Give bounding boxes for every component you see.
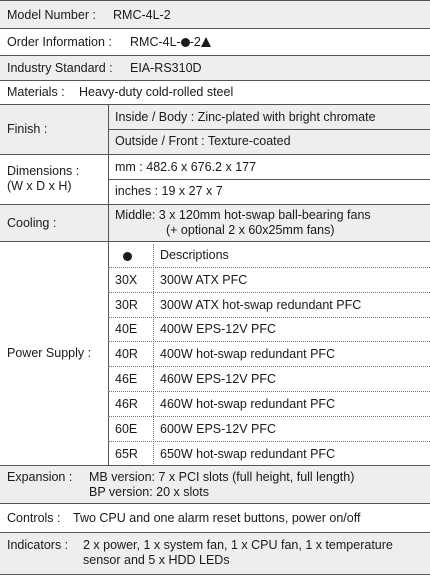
black-circle-icon [181, 38, 190, 47]
row-expansion [0, 466, 430, 504]
dimensions-label: Dimensions : [7, 164, 80, 178]
order-mid: -2 [189, 35, 201, 49]
materials-value: Heavy-duty cold-rolled steel [79, 85, 234, 99]
cooling-line1: Middle: 3 x 120mm hot-swap ball-bearing fans [115, 208, 371, 222]
power-row-divider [108, 341, 430, 342]
dimensions-subdivider [108, 179, 430, 180]
controls-label: Controls : [7, 511, 61, 525]
power-row-divider [108, 416, 430, 417]
power-supply-divider [108, 242, 109, 465]
black-triangle-icon [201, 37, 211, 47]
cooling-divider [108, 205, 109, 241]
power-description: 300W ATX PFC [160, 273, 248, 287]
power-description: 600W EPS-12V PFC [160, 422, 277, 436]
row-indicators [0, 533, 430, 575]
power-row-divider [108, 317, 430, 318]
power-row-divider [108, 366, 430, 367]
power-row-divider [108, 292, 430, 293]
cooling-line2: (+ optional 2 x 60x25mm fans) [166, 223, 335, 237]
materials-label: Materials : [7, 85, 65, 99]
expansion-line2: BP version: 20 x slots [89, 485, 209, 499]
dimensions-sublabel: (W x D x H) [7, 179, 72, 193]
power-header-icon [123, 249, 132, 264]
indicators-line2: sensor and 5 x HDD LEDs [83, 553, 230, 567]
row-cooling [0, 205, 430, 242]
row-controls [0, 504, 430, 533]
order-information-label: Order Information : [7, 35, 112, 49]
finish-inside: Inside / Body : Zinc-plated with bright chromate [115, 110, 376, 124]
cooling-label: Cooling : [7, 216, 57, 230]
model-number-label: Model Number : [7, 8, 96, 22]
row-materials [0, 81, 430, 105]
power-row-divider [108, 441, 430, 442]
industry-standard-value: EIA-RS310D [130, 61, 202, 75]
expansion-label: Expansion : [7, 470, 73, 484]
dimensions-mm: mm : 482.6 x 676.2 x 177 [115, 160, 257, 174]
industry-standard-label: Industry Standard : [7, 61, 113, 75]
row-power-supply [0, 242, 430, 466]
model-number-value: RMC-4L-2 [113, 8, 171, 22]
expansion-line1: MB version: 7 x PCI slots (full height, full length) [89, 470, 355, 484]
controls-value: Two CPU and one alarm reset buttons, power on/off [73, 511, 361, 525]
row-model-number [0, 1, 430, 29]
power-description: 400W hot-swap redundant PFC [160, 347, 336, 361]
power-header-divider [108, 267, 430, 268]
power-supply-label: Power Supply : [7, 346, 92, 360]
power-code: 30X [115, 273, 138, 287]
row-dimensions [0, 155, 430, 205]
power-description: 650W hot-swap redundant PFC [160, 447, 336, 461]
power-description: 400W EPS-12V PFC [160, 322, 277, 336]
power-description: 300W ATX hot-swap redundant PFC [160, 298, 362, 312]
power-description: 460W EPS-12V PFC [160, 372, 277, 386]
row-order-information [0, 29, 430, 56]
order-information-value [130, 35, 211, 50]
indicators-line1: 2 x power, 1 x system fan, 1 x CPU fan, 1 x temperature [83, 538, 393, 552]
power-code: 40R [115, 347, 138, 361]
power-description: 460W hot-swap redundant PFC [160, 397, 336, 411]
finish-subdivider [108, 129, 430, 130]
power-code-column-divider [153, 244, 154, 464]
power-code: 40E [115, 322, 138, 336]
dimensions-inches: inches : 19 x 27 x 7 [115, 184, 223, 198]
power-header-descriptions: Descriptions [160, 248, 229, 262]
row-industry-standard [0, 56, 430, 81]
black-circle-icon [123, 252, 132, 261]
power-code: 46E [115, 372, 138, 386]
row-finish [0, 105, 430, 155]
power-code: 46R [115, 397, 138, 411]
power-code: 60E [115, 422, 138, 436]
power-row-divider [108, 391, 430, 392]
power-code: 30R [115, 298, 138, 312]
finish-outside: Outside / Front : Texture-coated [115, 134, 291, 148]
indicators-label: Indicators : [7, 538, 69, 552]
finish-label: Finish : [7, 122, 48, 136]
order-prefix: RMC-4L- [130, 35, 181, 49]
power-code: 65R [115, 447, 138, 461]
